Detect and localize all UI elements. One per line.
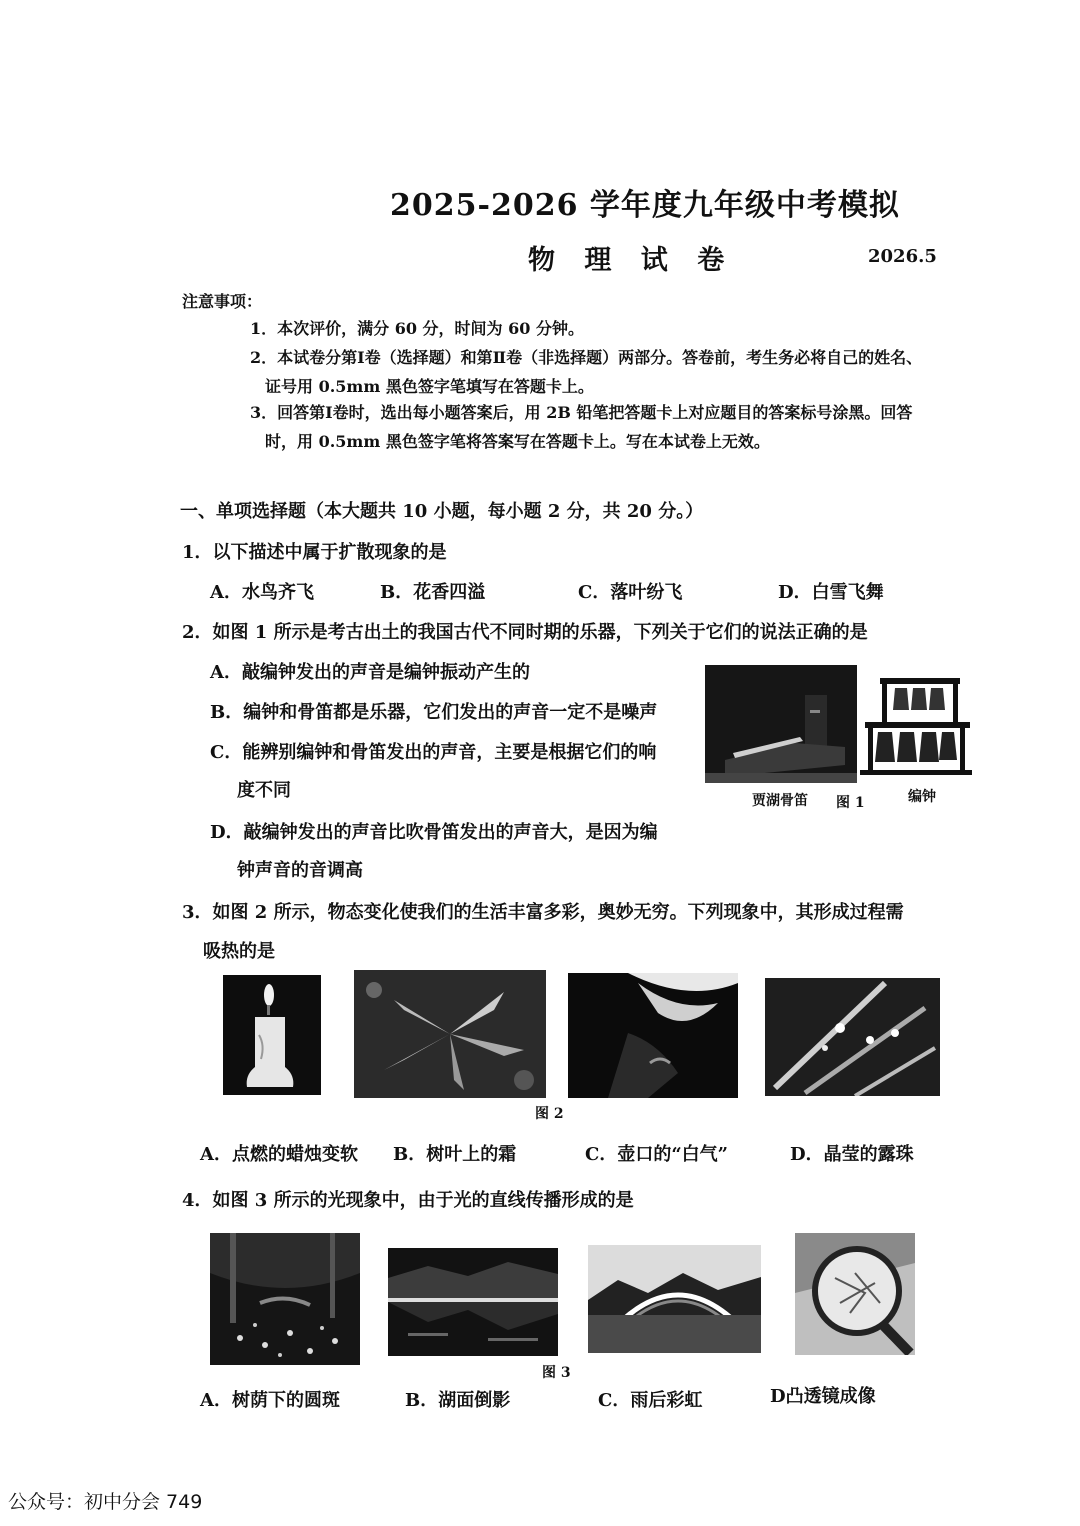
q1-stem: 1．以下描述中属于扩散现象的是	[182, 542, 447, 563]
bianzhong-drawing	[860, 670, 972, 778]
candle-photo	[223, 975, 321, 1095]
notice-item-1: 1．本次评价，满分 60 分，时间为 60 分钟。	[250, 319, 584, 338]
notice-item-2-cont: 证号用 0.5mm 黑色签字笔填写在答题卡上。	[265, 377, 594, 396]
q3-option-a: A．点燃的蜡烛变软	[200, 1144, 358, 1165]
q3-stem: 3．如图 2 所示，物态变化使我们的生活丰富多彩，奥妙无穷。下列现象中，其形成过程需	[182, 902, 904, 923]
fig2-caption: 图 2	[535, 1106, 564, 1122]
q2-option-c: C．能辨别编钟和骨笛发出的声音，主要是根据它们的响	[210, 742, 657, 763]
notice-heading: 注意事项：	[182, 292, 263, 311]
exam-title: 2025-2026 学年度九年级中考模拟	[390, 188, 900, 223]
q4-option-a: A．树荫下的圆斑	[200, 1390, 340, 1411]
q2-stem: 2．如图 1 所示是考古出土的我国古代不同时期的乐器，下列关于它们的说法正确的是	[182, 622, 868, 643]
q4-option-b: B．湖面倒影	[405, 1390, 511, 1411]
q3-option-c: C．壶口的“白气”	[585, 1144, 729, 1165]
convex-lens-photo	[795, 1233, 915, 1355]
notice-item-3: 3．回答第Ⅰ卷时，选出每小题答案后，用 2B 铅笔把答题卡上对应题目的答案标号涂黑。回答	[250, 403, 913, 422]
exam-subtitle: 物 理 试 卷	[528, 245, 735, 276]
q1-option-c: C．落叶纷飞	[578, 582, 683, 603]
fig3-caption: 图 3	[542, 1365, 571, 1381]
rainbow-photo	[588, 1245, 761, 1353]
q2-option-a: A．敲编钟发出的声音是编钟振动产生的	[210, 662, 530, 683]
fig1-caption-left: 贾湖骨笛	[752, 793, 808, 809]
q3-stem-cont: 吸热的是	[203, 941, 275, 962]
q3-option-b: B．树叶上的霜	[393, 1144, 517, 1165]
q4-stem: 4．如图 3 所示的光现象中，由于光的直线传播形成的是	[182, 1190, 634, 1211]
q4-option-c: C．雨后彩虹	[598, 1390, 703, 1411]
q1-option-a: A．水鸟齐飞	[210, 582, 314, 603]
q1-option-d: D．白雪飞舞	[778, 582, 884, 603]
q4-option-d: D凸透镜成像	[770, 1386, 876, 1407]
q3-option-d: D．晶莹的露珠	[790, 1144, 914, 1165]
notice-item-2: 2．本试卷分第Ⅰ卷（选择题）和第Ⅱ卷（非选择题）两部分。答卷前，考生务必将自己的姓名、	[250, 348, 923, 367]
tree-shade-spots-photo	[210, 1233, 360, 1365]
dewdrops-photo	[765, 978, 940, 1096]
exam-date: 2026.5	[868, 246, 937, 267]
bone-flute-photo	[705, 665, 857, 783]
lake-reflection-photo	[388, 1248, 558, 1356]
fig1-caption-right: 编钟	[908, 789, 936, 805]
notice-item-3-cont: 时，用 0.5mm 黑色签字笔将答案写在答题卡上。写在本试卷上无效。	[265, 432, 770, 451]
frost-leaves-photo	[354, 970, 546, 1098]
section-title: 一、单项选择题（本大题共 10 小题，每小题 2 分，共 20 分。）	[180, 501, 704, 522]
q1-option-b: B．花香四溢	[380, 582, 486, 603]
q2-option-c-cont: 度不同	[237, 780, 291, 801]
kettle-steam-photo	[568, 973, 738, 1098]
q2-option-d-cont: 钟声音的音调高	[237, 860, 363, 881]
fig1-caption: 图 1	[836, 795, 865, 811]
q2-option-b: B．编钟和骨笛都是乐器，它们发出的声音一定不是噪声	[210, 702, 658, 723]
footer-watermark: 公众号：初中分会 749	[8, 1491, 203, 1513]
q2-option-d: D．敲编钟发出的声音比吹骨笛发出的声音大，是因为编	[210, 822, 658, 843]
